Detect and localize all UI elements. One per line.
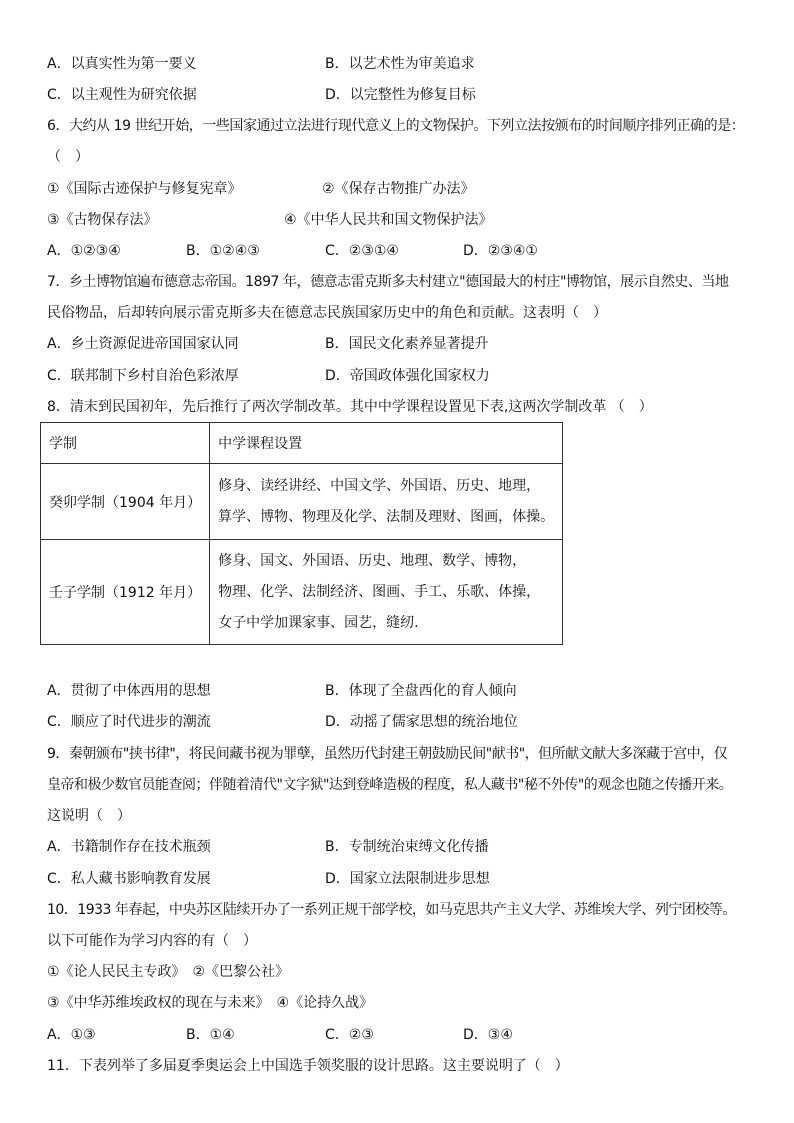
q6-stem: 6．大约从 19 世纪开始，一些国家通过立法进行现代意义上的文物保护。下列立法按颁布的时间顺序排列正确的是： — [47, 118, 745, 134]
q6-paren: （ ） — [47, 149, 89, 165]
q7-option-d: D．帝国政体强化国家权力 — [325, 368, 490, 384]
q7-option-c: C．联邦制下乡村自治色彩浓厚 — [47, 368, 239, 384]
q10-items-line1: ①《论人民民主专政》 ②《巴黎公社》 — [47, 964, 290, 980]
q6-item-1: ①《国际古迹保护与修复宪章》 — [47, 181, 242, 197]
q8-option-c: C．顺应了时代进步的潮流 — [47, 714, 211, 730]
q5-option-c: C．以主观性为研究依据 — [47, 87, 197, 103]
q6-item-2: ②《保存古物推广办法》 — [322, 181, 475, 197]
table-cell-system-1904: 癸卯学制（1904 年月） — [41, 464, 210, 540]
q7-stem-line2: 民俗物品，后却转向展示雷克斯多夫在德意志民族国家历史中的角色和贡献。这表明（ ） — [47, 305, 607, 321]
q7-option-a: A．乡土资源促进帝国国家认同 — [47, 336, 239, 352]
q9-stem-line2: 皇帝和极少数官员能查阅；伴随着清代"文字狱"达到登峰造极的程度，私人藏书"秘不外传"的观念也随之传播开来。 — [47, 777, 733, 793]
table-header-row — [41, 423, 563, 464]
table-cell-courses-1912 — [210, 540, 563, 645]
table-row — [41, 464, 563, 540]
q10-stem-line1: 10．1933 年春起，中央苏区陆续开办了一系列正规干部学校，如马克思共产主义大学、苏维埃大学、列宁团校等。 — [47, 902, 736, 918]
q8-option-d: D．动摇了儒家思想的统治地位 — [325, 714, 518, 730]
course-line: 算学、博物、物理及化学、法制及理财、图画，体操。 — [218, 508, 555, 525]
q6-option-c: C．②③①④ — [325, 243, 399, 259]
q6-item-3: ③《古物保存法》 — [47, 212, 158, 228]
q9-stem-line3: 这说明（ ） — [47, 808, 131, 824]
q9-stem-line1: 9．秦朝颁布"挟书律"，将民间藏书视为罪孽，虽然历代封建王朝鼓励民间"献书"，但所献文献大多深藏于宫中，仅 — [47, 746, 728, 762]
q11-stem: 11．下表列举了多届夏季奥运会上中国选手领奖服的设计思路。这主要说明了（ ） — [47, 1058, 569, 1074]
q10-stem-line2: 以下可能作为学习内容的有（ ） — [47, 933, 257, 949]
table-cell-courses-1904 — [210, 464, 563, 540]
q9-option-b: B．专制统治束缚文化传播 — [325, 839, 489, 855]
q5-option-a: A．以真实性为第一要义 — [47, 56, 197, 72]
q8-option-b: B．体现了全盘西化的育人倾向 — [325, 683, 517, 699]
q6-option-b: B．①②④③ — [186, 243, 260, 259]
q5-option-b: B．以艺术性为审美追求 — [325, 56, 475, 72]
q10-option-b: B．①④ — [186, 1027, 235, 1043]
course-line: 物理、化学、法制经济、图画、手工、乐歌、体操， — [218, 583, 541, 600]
q6-item-4: ④《中华人民共和国文物保护法》 — [284, 212, 493, 228]
q9-option-c: C．私人藏书影响教育发展 — [47, 871, 211, 887]
table-row — [41, 540, 563, 645]
q7-stem-line1: 7．乡土博物馆遍布德意志帝国。1897 年，德意志雷克斯多夫村建立"德国最大的村庄"博物馆，展示自然史、当地 — [47, 274, 729, 290]
q10-option-c: C．②③ — [325, 1027, 374, 1043]
table-header-courses: 中学课程设置 — [210, 423, 563, 464]
q10-option-d: D．③④ — [463, 1027, 513, 1043]
table-header-system: 学制 — [41, 423, 210, 464]
q10-option-a: A．①③ — [47, 1027, 96, 1043]
q8-option-a: A．贯彻了中体西用的思想 — [47, 683, 211, 699]
q6-option-a: A．①②③④ — [47, 243, 121, 259]
q5-option-d: D．以完整性为修复目标 — [325, 87, 476, 103]
q9-option-d: D．国家立法限制进步思想 — [325, 871, 490, 887]
q7-option-b: B．国民文化素养显著提升 — [325, 336, 489, 352]
q9-option-a: A．书籍制作存在技术瓶颈 — [47, 839, 211, 855]
course-line: 修身、读经讲经、中国文学、外国语、历史、地理， — [218, 477, 541, 494]
course-table — [40, 422, 563, 645]
q10-items-line2: ③《中华苏维埃政权的现在与未来》 ④《论持久战》 — [47, 995, 374, 1011]
q6-option-d: D．②③④① — [463, 243, 538, 259]
table-cell-system-1912: 壬子学制（1912 年月） — [41, 540, 210, 645]
q8-stem: 8．清末到民国初年，先后推行了两次学制改革。其中中学课程设置见下表,这两次学制改革 （ ） — [47, 399, 653, 415]
course-line: 女子中学加课家事、园艺，缝纫. — [218, 614, 419, 631]
course-line: 修身、国文、外国语、历史、地理、数学、博物， — [218, 552, 527, 569]
